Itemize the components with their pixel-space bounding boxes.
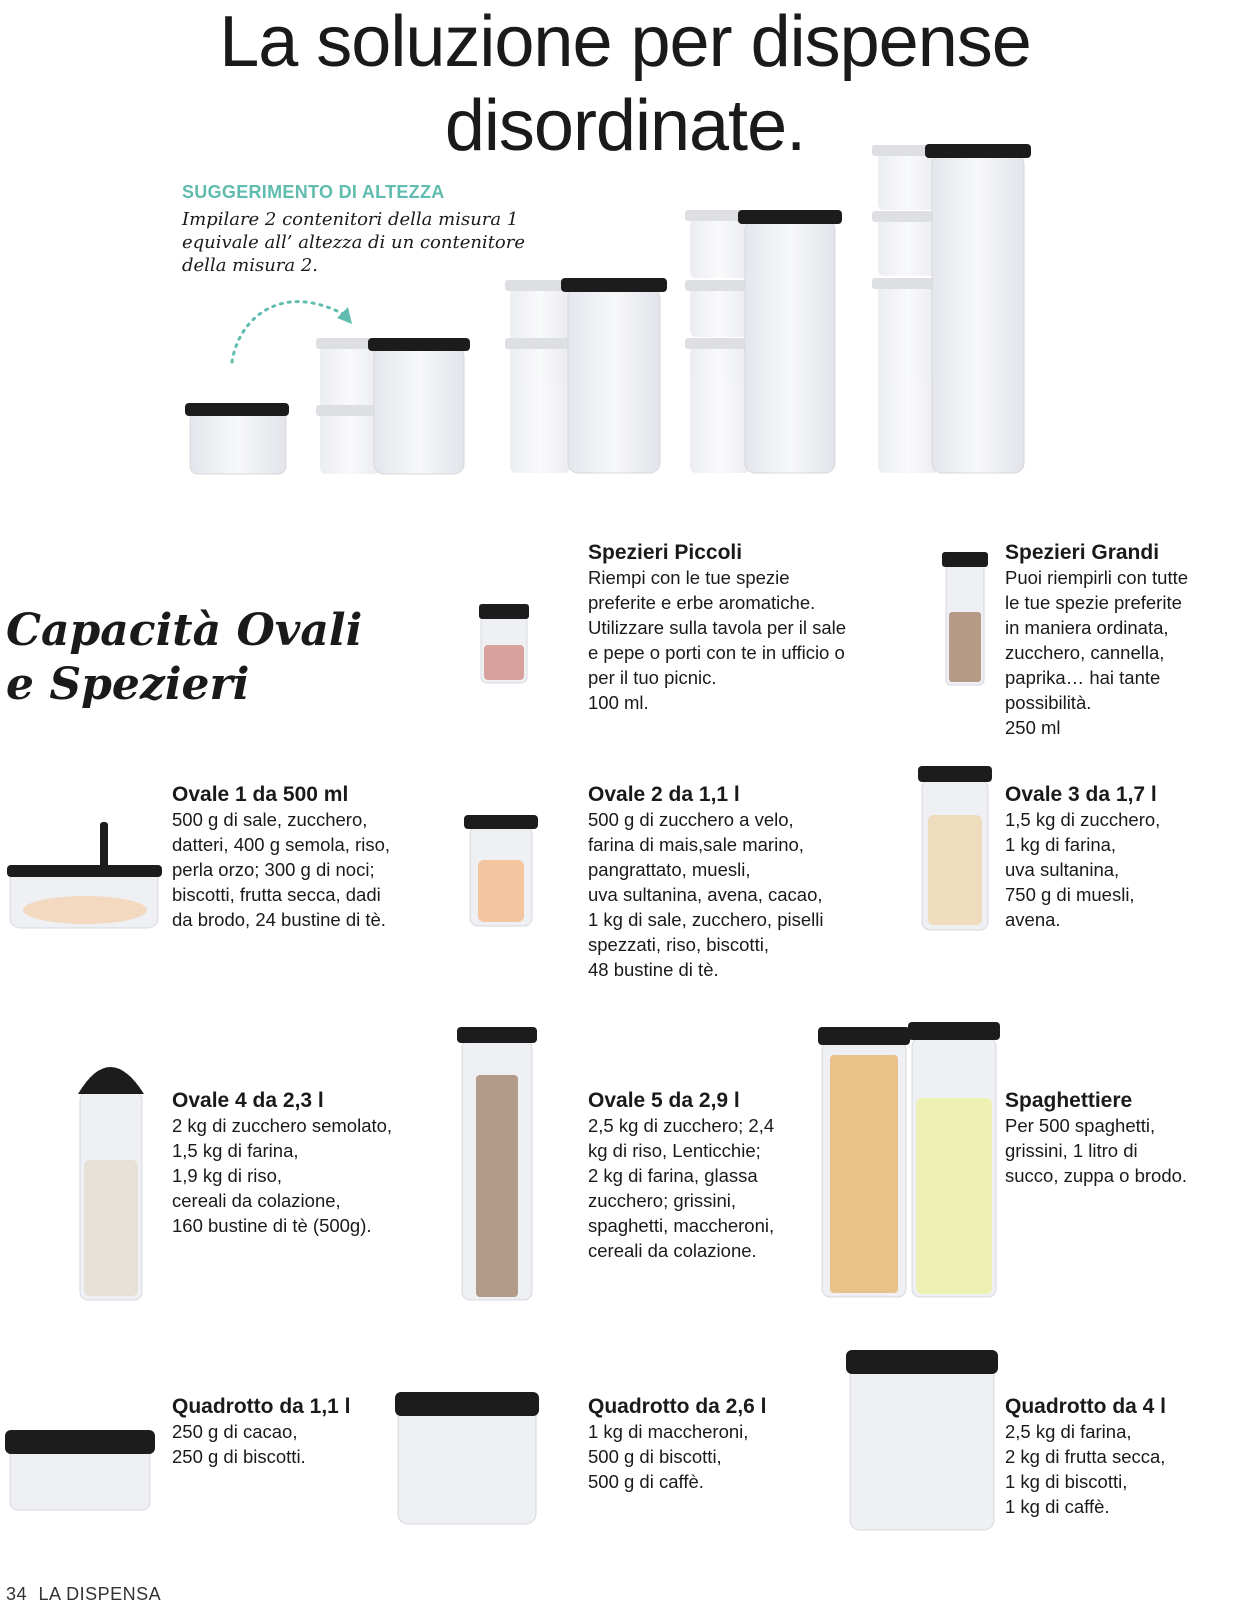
product-quadrotto-1-1 bbox=[172, 1394, 412, 1469]
product-spezieri-grandi bbox=[1005, 540, 1245, 740]
product-name: Quadrotto da 1,1 l bbox=[172, 1395, 351, 1418]
product-quadrotto-2-6 bbox=[588, 1394, 828, 1494]
page-footer bbox=[6, 1584, 161, 1605]
product-spezieri-piccoli bbox=[588, 540, 908, 715]
page-title-line-2: disordinate. bbox=[444, 86, 806, 166]
product-description: 2 kg di zucchero semolato, 1,5 kg di farina, 1,9 kg di riso, cereali da colazione, 160 bustine di tè (500g). bbox=[172, 1115, 393, 1236]
product-name: Ovale 1 da 500 ml bbox=[172, 783, 349, 806]
product-ovale-1 bbox=[172, 782, 442, 932]
product-description: 2,5 kg di farina, 2 kg di frutta secca, 1 kg di biscotti, 1 kg di caffè. bbox=[1005, 1421, 1166, 1517]
large-spice-shaker-image bbox=[942, 552, 988, 685]
section-title-line-1: Capacità Ovali bbox=[6, 605, 363, 656]
product-description: 1,5 kg di zucchero, 1 kg di farina, uva sultanina, 750 g di muesli, avena. bbox=[1005, 809, 1161, 930]
product-name: Spaghettiere bbox=[1005, 1089, 1133, 1112]
tip-body: Impilare 2 contenitori della misura 1 equivale all’ altezza di un contenitore della misura 2. bbox=[182, 209, 526, 276]
product-name: Ovale 5 da 2,9 l bbox=[588, 1089, 740, 1112]
small-spice-shaker-image bbox=[479, 604, 529, 683]
product-name: Ovale 3 da 1,7 l bbox=[1005, 783, 1157, 806]
product-description: 1 kg di maccheroni, 500 g di biscotti, 500 g di caffè. bbox=[588, 1421, 749, 1492]
product-ovale-2 bbox=[588, 782, 888, 982]
quadrotto-4-image bbox=[846, 1350, 998, 1530]
ovale-3-image bbox=[918, 766, 992, 930]
ovale-4-image bbox=[78, 1067, 144, 1300]
ovale-1-image bbox=[7, 822, 162, 928]
product-description: 500 g di zucchero a velo, farina di mais,sale marino, pangrattato, muesli, uva sultanina, avena, cacao, 1 kg di sale, zucchero, piselli spezzati, riso, biscotti, 48 bustine di tè. bbox=[588, 809, 824, 980]
product-ovale-5 bbox=[588, 1088, 828, 1263]
product-description: Per 500 spaghetti, grissini, 1 litro di succo, zuppa o brodo. bbox=[1005, 1115, 1188, 1186]
product-description: Puoi riempirli con tutte le tue spezie preferite in maniera ordinata, zucchero, cannella, paprika… hai tante possibilità. 250 ml bbox=[1005, 567, 1189, 738]
section-label: LA DISPENSA bbox=[38, 1584, 162, 1604]
quadrotto-2-6-image bbox=[395, 1392, 539, 1524]
ovale-5-image bbox=[457, 1027, 537, 1300]
page-title-line-1: La soluzione per dispense bbox=[219, 2, 1031, 82]
product-spaghettiere bbox=[1005, 1088, 1245, 1188]
product-name: Quadrotto da 2,6 l bbox=[588, 1395, 767, 1418]
product-quadrotto-4 bbox=[1005, 1394, 1245, 1519]
product-description: Riempi con le tue spezie preferite e erbe aromatiche. Utilizzare sulla tavola per il sale e pepe o porti con te in ufficio o per il tuo picnic. 100 ml. bbox=[588, 567, 847, 713]
product-description: 2,5 kg di zucchero; 2,4 kg di riso, Lenticchie; 2 kg di farina, glassa zucchero; grissini, spaghetti, maccheroni, cereali da colazione. bbox=[588, 1115, 775, 1261]
product-name: Spezieri Grandi bbox=[1005, 541, 1160, 564]
product-description: 250 g di cacao, 250 g di biscotti. bbox=[172, 1421, 306, 1467]
product-name: Spezieri Piccoli bbox=[588, 541, 743, 564]
ovale-2-image bbox=[464, 815, 538, 926]
spaghettiere-image bbox=[818, 1022, 1000, 1297]
product-description: 500 g di sale, zucchero, datteri, 400 g semola, riso, perla orzo; 300 g di noci; biscotti, frutta secca, dadi da brodo, 24 bustine di tè. bbox=[172, 809, 390, 930]
section-title-line-2: e Spezieri bbox=[6, 659, 250, 710]
product-name: Ovale 2 da 1,1 l bbox=[588, 783, 740, 806]
product-name: Ovale 4 da 2,3 l bbox=[172, 1089, 324, 1112]
tip-heading: SUGGERIMENTO DI ALTEZZA bbox=[182, 182, 445, 202]
page-number: 34 bbox=[6, 1584, 28, 1604]
product-name: Quadrotto da 4 l bbox=[1005, 1395, 1167, 1418]
product-ovale-4 bbox=[172, 1088, 452, 1238]
product-ovale-3 bbox=[1005, 782, 1245, 932]
quadrotto-1-1-image bbox=[5, 1430, 155, 1510]
